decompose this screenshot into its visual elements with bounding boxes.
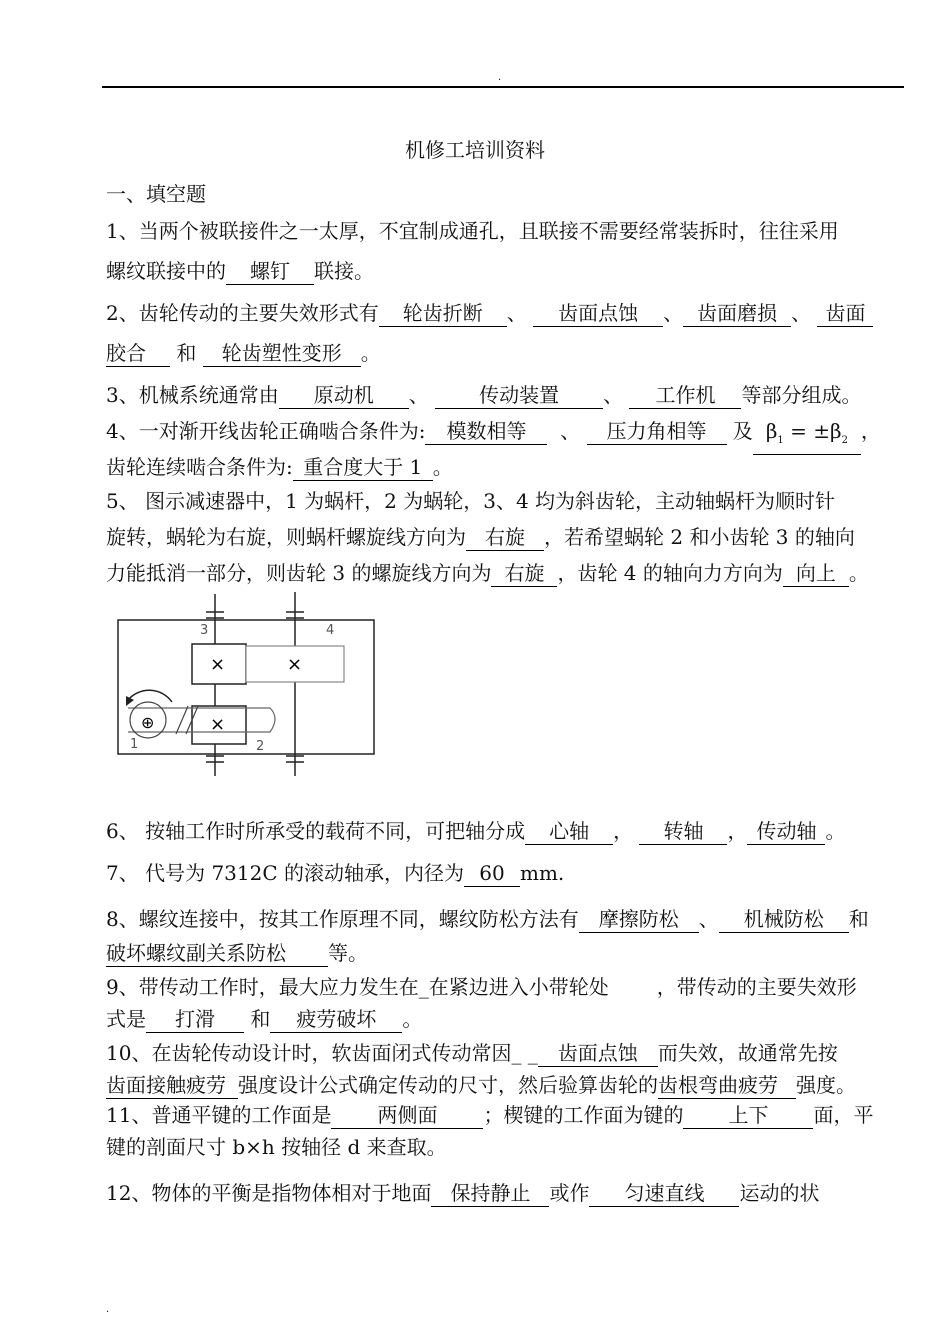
q2-answer-4a: 齿面 [817, 300, 873, 327]
q4-text: 4、一对渐开线齿轮正确啮合条件为: [106, 419, 426, 443]
q5-answer-1: 右旋 [466, 524, 544, 551]
q6-sep: ， [613, 819, 634, 843]
q10-line-2 [106, 1068, 906, 1102]
q10-line-1 [106, 1036, 906, 1070]
q7-line [106, 856, 906, 890]
q4-sep: 、 [560, 419, 581, 443]
subscript-1: 1 [777, 435, 784, 446]
q3-answer-2: 传动装置 [435, 382, 603, 409]
label-worm-wheel: 2 [256, 739, 265, 754]
beta-equality: = ±β [790, 419, 842, 443]
q11-answer-1: 两侧面 [331, 1102, 483, 1129]
q3-answer-3: 工作机 [629, 382, 741, 409]
q4-answer-1: 模数相等 [425, 418, 547, 445]
q5-text: 。 [848, 561, 869, 585]
q11-text: 11、普通平键的工作面是 [106, 1103, 332, 1127]
q8-line-2 [106, 936, 906, 970]
q12-answer-2: 匀速直线 [589, 1180, 739, 1207]
q3-text: 等部分组成。 [741, 383, 862, 407]
reducer-diagram [110, 588, 380, 778]
q7-text: mm. [520, 861, 565, 885]
q6-answer-3: 传动轴 [747, 818, 825, 845]
q4-text: ， [860, 419, 881, 443]
cross-worm-wheel: × [210, 714, 226, 735]
header-dot: . [498, 72, 502, 83]
q5-answer-3: 向上 [783, 560, 849, 587]
q9-line-2 [106, 1002, 906, 1036]
q1-line-1 [106, 214, 906, 248]
q7-answer-1: 60 [464, 860, 520, 887]
beta-symbol: β [765, 419, 778, 443]
q10-text: 强度设计公式确定传动的尺寸，然后验算齿轮的 [238, 1073, 658, 1097]
q8-text: 等。 [328, 941, 368, 965]
q8-text: 和 [848, 907, 869, 931]
q2-sep: 、 [791, 301, 812, 325]
q10-text: 强度。 [796, 1073, 856, 1097]
q5-text: 5、 图示减速器中，1 为蜗杆，2 为蜗轮，3、4 均为斜齿轮，主动轴蜗杆为顺时针 [106, 489, 836, 513]
q9-answer-3: 疲劳破坏 [270, 1006, 402, 1033]
q6-answer-1: 心轴 [525, 818, 613, 845]
q6-text: 6、 按轴工作时所承受的载荷不同，可把轴分成 [106, 819, 526, 843]
cross-gear-3: × [210, 654, 226, 675]
q4-answer-3: 重合度大于 1 [293, 454, 433, 481]
q1-line-2 [106, 254, 906, 288]
q10-text: 而失效，故通常先按 [657, 1041, 838, 1065]
q9-text: 式是 [106, 1007, 146, 1031]
q5-text: ，齿轮 4 的轴向力方向为 [557, 561, 783, 585]
q2-sep: 、 [506, 301, 527, 325]
q11-answer-2: 上下 [683, 1102, 813, 1129]
q4-text: 。 [432, 455, 453, 479]
q2-answer-3: 齿面磨损 [683, 300, 791, 327]
section-heading: 一、填空题 [106, 182, 206, 206]
q12-text: 12、物体的平衡是指物体相对于地面 [106, 1181, 432, 1205]
q2-answer-1: 轮齿折断 [379, 300, 507, 327]
q4-line-1 [106, 414, 906, 448]
q1-text: 螺纹联接中的 [106, 259, 226, 283]
q2-answer-4b: 胶合 [106, 340, 170, 367]
q9-text: ，带传动的主要失效形 [656, 975, 857, 999]
q4-line-2 [106, 450, 906, 484]
q9-text: 和 [250, 1007, 271, 1031]
rotation-arrow [128, 690, 172, 702]
q2-line-2 [106, 336, 906, 370]
q5-text: ，若希望蜗轮 2 和小齿轮 3 的轴向 [544, 525, 855, 549]
q2-answer-5: 轮齿塑性变形 [203, 340, 361, 367]
q11-text: ；楔键的工作面为键的 [483, 1103, 684, 1127]
q2-text: 和 [176, 341, 197, 365]
q9-answer-1: 在紧边进入小带轮处 [428, 975, 609, 999]
q1-text: 1、当两个被联接件之一太厚，不宜制成通孔，且联接不需要经常装拆时，往往采用 [106, 219, 839, 243]
q2-answer-2: 齿面点蚀 [533, 300, 663, 327]
q4-text: 及 [732, 419, 753, 443]
q4-answer-2: 压力角相等 [587, 418, 727, 445]
q8-line-1 [106, 902, 906, 936]
q5-text: 力能抵消一部分，则齿轮 3 的螺旋线方向为 [106, 561, 492, 585]
q11-text: 面，平 [813, 1103, 874, 1127]
q8-text: 8、螺纹连接中，按其工作原理不同，螺纹防松方法有 [106, 907, 579, 931]
q3-text: 3、机械系统通常由 [106, 383, 279, 407]
q10-answer-1: 齿面点蚀 [538, 1040, 658, 1067]
q10-answer-2: 齿面接触疲劳 [106, 1072, 238, 1099]
page-title: 机修工培训资料 [405, 138, 545, 162]
q2-line-1 [106, 296, 906, 330]
worm-thread-1 [176, 706, 188, 734]
q8-answer-3: 破坏螺纹副关系防松 [106, 940, 328, 967]
q6-text: 。 [825, 819, 846, 843]
q9-line-1 [106, 970, 906, 1004]
worm-end-marker: ⊕ [141, 713, 155, 732]
q2-text: 2、齿轮传动的主要失效形式有 [106, 301, 379, 325]
q9-answer-2: 打滑 [146, 1006, 244, 1033]
label-worm: 1 [130, 737, 139, 752]
label-gear-4: 4 [326, 623, 335, 638]
q11-line-2 [106, 1130, 906, 1164]
q5-line-3 [106, 556, 906, 590]
q9-text: 。 [402, 1007, 423, 1031]
q11-line-1 [106, 1098, 906, 1132]
q3-sep: 、 [603, 383, 624, 407]
q5-line-2 [106, 520, 906, 554]
q5-line-1 [106, 484, 906, 518]
label-gear-3: 3 [200, 623, 209, 638]
q6-line [106, 814, 906, 848]
footer-dot: . [106, 1304, 110, 1315]
q12-line [106, 1176, 906, 1210]
q3-line [106, 378, 906, 412]
q2-text: 。 [360, 341, 381, 365]
q11-text: 键的剖面尺寸 b×h 按轴径 d 来查取。 [106, 1135, 447, 1159]
q9-text: 9、带传动工作时，最大应力发生在_ [106, 975, 429, 999]
q10-answer-3: 齿根弯曲疲劳 [658, 1072, 796, 1099]
subscript-2: 2 [841, 435, 848, 446]
q3-sep: 、 [408, 383, 429, 407]
q12-answer-1: 保持静止 [431, 1180, 549, 1207]
q6-answer-2: 转轴 [639, 818, 727, 845]
q2-sep: 、 [663, 301, 684, 325]
q8-answer-1: 摩擦防松 [579, 906, 699, 933]
q7-text: 7、 代号为 7312C 的滚动轴承，内径为 [106, 861, 464, 885]
q1-answer-1: 螺钉 [226, 258, 314, 285]
header-rule [102, 86, 904, 88]
q6-sep: ， [727, 819, 748, 843]
cross-gear-4: × [287, 654, 303, 675]
q4-text: 齿轮连续啮合条件为: [106, 455, 293, 479]
q8-sep: 、 [698, 907, 719, 931]
q1-text: 联接。 [314, 259, 374, 283]
q5-answer-2: 右旋 [491, 560, 557, 587]
q10-text: 10、在齿轮传动设计时，软齿面闭式传动常因_ _ [106, 1041, 538, 1065]
q12-text: 运动的状 [739, 1181, 820, 1205]
q12-text: 或作 [549, 1181, 590, 1205]
q8-answer-2: 机械防松 [719, 906, 849, 933]
q3-answer-1: 原动机 [279, 382, 409, 409]
q5-text: 旋转，蜗轮为右旋，则蜗杆螺旋线方向为 [106, 525, 466, 549]
